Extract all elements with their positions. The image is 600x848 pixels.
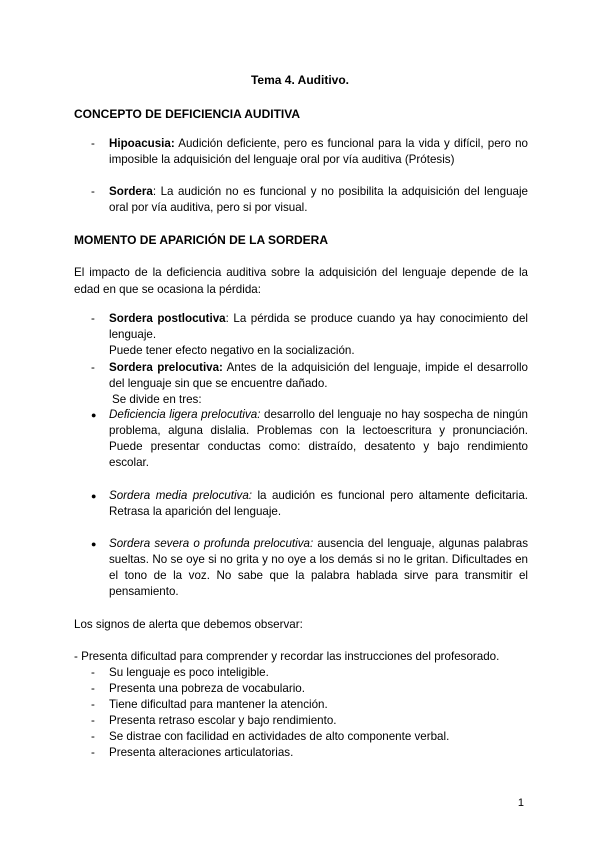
sign-text: Presenta una pobreza de vocabulario. — [109, 682, 305, 695]
dash-bullet: - — [91, 312, 95, 325]
dash-bullet: - — [91, 666, 95, 679]
list-item-ligera — [91, 407, 528, 471]
sign-text: Presenta retraso escolar y bajo rendimiento. — [109, 714, 337, 727]
section-heading-concepto: CONCEPTO DE DEFICIENCIA AUDITIVA — [74, 107, 301, 121]
term: Hipoacusia: — [109, 137, 175, 150]
definition: la audición es funcional pero altamente deficitaria. Retrasa la aparición del lenguaje. — [109, 489, 528, 518]
sign-item — [91, 713, 336, 729]
note: Puede tener efecto negativo en la socialización. — [109, 344, 355, 357]
definition: ausencia del lenguaje, algunas palabras sueltas. No se oye si no grita y no oye a los demás si no le gritan. Dificultades en el tono de la voz. No sabe que la palabra hablada sirve para transmitir el pensamiento. — [109, 537, 528, 598]
list-item-severa — [91, 536, 528, 600]
definition: Antes de la adquisición del lenguaje, impide el desarrollo del lenguaje sin que se encuentre dañado. — [109, 361, 528, 390]
sign-item — [91, 729, 449, 745]
section-heading-momento: MOMENTO DE APARICIÓN DE LA SORDERA — [74, 233, 329, 247]
list-item-media — [91, 488, 528, 520]
bullet-dot: ● — [91, 410, 97, 420]
sign-item — [91, 681, 305, 697]
sign-text: Su lenguaje es poco inteligible. — [109, 666, 269, 679]
dash-bullet: - — [91, 185, 95, 198]
dash-bullet: - — [91, 137, 95, 150]
intro-paragraph: El impacto de la deficiencia auditiva sobre la adquisición del lenguaje depende de la edad en que se ocasiona la pérdida: — [74, 266, 528, 296]
page-number: 1 — [517, 797, 524, 809]
definition: : La pérdida se produce cuando ya hay conocimiento del lenguaje. — [109, 312, 528, 341]
list-item-postlocutiva — [91, 311, 528, 359]
term: Deficiencia ligera prelocutiva: — [109, 408, 261, 421]
dash-bullet: - — [91, 730, 95, 743]
definition: desarrollo del lenguaje no hay sospecha de ningún problema, alguna dislalia. Problemas con la lectoescritura y pronunciación. Puede presentar conductas como: distraído, desatento y bajo rendimiento escolar. — [109, 408, 528, 469]
definition: Audición deficiente, pero es funcional para la vida y difícil, pero no imposible la adquisición del lenguaje oral por vía auditiva (Prótesis) — [109, 137, 528, 166]
signs-first-line: - Presenta dificultad para comprender y recordar las instrucciones del profesorado. — [74, 650, 500, 663]
sign-item — [91, 697, 328, 713]
term: Sordera media prelocutiva: — [109, 489, 253, 502]
list-item-hipoacusia — [91, 136, 528, 168]
list-item-prelocutiva — [91, 360, 528, 408]
bullet-dot: ● — [91, 491, 97, 501]
note: Se divide en tres: — [112, 393, 202, 406]
sign-text: Tiene dificultad para mantener la atención. — [109, 698, 328, 711]
sign-text: Se distrae con facilidad en actividades de alto componente verbal. — [109, 730, 450, 743]
term: Sordera — [109, 185, 153, 198]
signs-intro: Los signos de alerta que debemos observar: — [74, 618, 303, 631]
definition: : La audición no es funcional y no posibilita la adquisición del lenguaje oral por vía auditiva, pero si por visual. — [109, 185, 528, 214]
list-item-sordera — [91, 184, 528, 216]
dash-bullet: - — [91, 698, 95, 711]
term: Sordera severa o profunda prelocutiva: — [109, 537, 314, 550]
sign-item — [91, 665, 269, 681]
term: Sordera prelocutiva: — [109, 361, 223, 374]
dash-bullet: - — [91, 682, 95, 695]
dash-bullet: - — [91, 714, 95, 727]
sign-item — [91, 745, 293, 761]
sign-text: Presenta alteraciones articulatorias. — [109, 746, 294, 759]
bullet-dot: ● — [91, 539, 97, 549]
page-title: Tema 4. Auditivo. — [250, 73, 349, 87]
term: Sordera postlocutiva — [109, 312, 226, 325]
dash-bullet: - — [91, 361, 95, 374]
dash-bullet: - — [91, 746, 95, 759]
